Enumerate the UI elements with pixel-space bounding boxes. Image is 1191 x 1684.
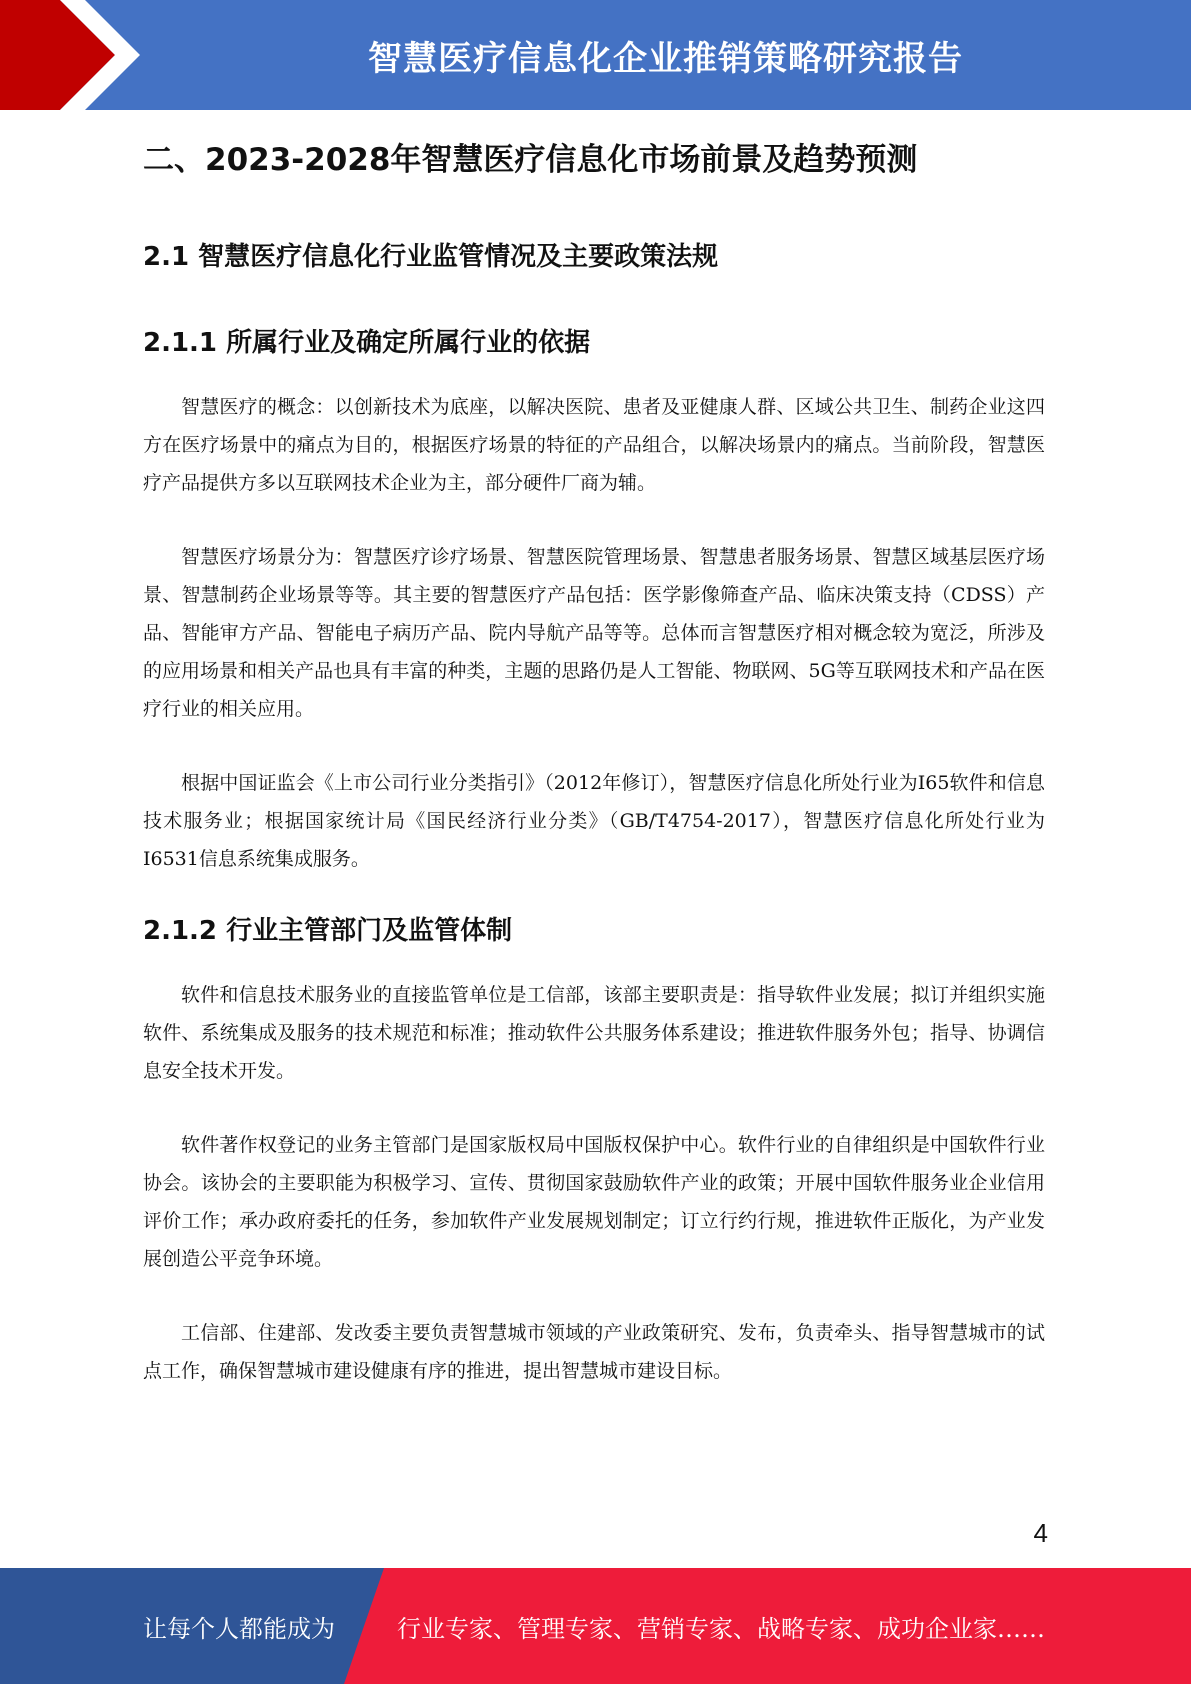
paragraph-industry-classification: 根据中国证监会《上市公司行业分类指引》（2012年修订），智慧医疗信息化所处行业为I65软件和信息技术服务业；根据国家统计局《国民经济行业分类》（GB/T4754-2017），智慧医疗信息化所处行业为I6531信息系统集成服务。	[143, 772, 1045, 870]
paragraph-smart-healthcare-concept: 智慧医疗的概念：以创新技术为底座，以解决医院、患者及亚健康人群、区域公共卫生、制药企业这四方在医疗场景中的痛点为目的，根据医疗场景的特征的产品组合，以解决场景内的痛点。当前阶段，智慧医疗产品提供方多以互联网技术企业为主，部分硬件厂商为辅。	[143, 396, 1045, 494]
page-header-band	[0, 0, 1191, 110]
report-title: 智慧医疗信息化企业推销策略研究报告	[368, 38, 963, 79]
footer-slogan-left: 让每个人都能成为	[143, 1614, 335, 1643]
paragraph-smart-healthcare-scenarios: 智慧医疗场景分为：智慧医疗诊疗场景、智慧医院管理场景、智慧患者服务场景、智慧区域基层医疗场景、智慧制药企业场景等等。其主要的智慧医疗产品包括：医学影像筛查产品、临床决策支持（CDSS）产品、智能审方产品、智能电子病历产品、院内导航产品等等。总体而言智慧医疗相对概念较为宽泛，所涉及的应用场景和相关产品也具有丰富的种类，主题的思路仍是人工智能、物联网、5G等互联网技术和产品在医疗行业的相关应用。	[143, 546, 1045, 720]
page-footer-band	[0, 1568, 1191, 1684]
header-chevron-decoration	[0, 0, 160, 110]
page-content	[143, 140, 1045, 1426]
subsection-title-industry-classification: 2.1.1 所属行业及确定所属行业的依据	[143, 328, 591, 358]
paragraph-copyright-and-association: 软件著作权登记的业务主管部门是国家版权局中国版权保护中心。软件行业的自律组织是中国软件行业协会。该协会的主要职能为积极学习、宣传、贯彻国家鼓励软件产业的政策；开展中国软件服务业企业信用评价工作；承办政府委托的任务，参加软件产业发展规划制定；订立行约行规，推进软件正版化，为产业发展创造公平竞争环境。	[143, 1134, 1045, 1270]
section-title: 2.1 智慧医疗信息化行业监管情况及主要政策法规	[143, 242, 719, 272]
subsection-title-regulatory-system: 2.1.2 行业主管部门及监管体制	[143, 916, 513, 946]
page-number: 4	[1033, 1518, 1048, 1548]
paragraph-miit-supervision: 软件和信息技术服务业的直接监管单位是工信部，该部主要职责是：指导软件业发展；拟订并组织实施软件、系统集成及服务的技术规范和标准；推动软件公共服务体系建设；推进软件服务外包；指导、协调信息安全技术开发。	[143, 984, 1045, 1082]
chapter-title: 二、2023-2028年智慧医疗信息化市场前景及趋势预测	[143, 142, 918, 178]
paragraph-smart-city-policy: 工信部、住建部、发改委主要负责智慧城市领域的产业政策研究、发布，负责牵头、指导智慧城市的试点工作，确保智慧城市建设健康有序的推进，提出智慧城市建设目标。	[143, 1322, 1045, 1382]
footer-slogan-right: 行业专家、管理专家、营销专家、战略专家、成功企业家……	[397, 1614, 1045, 1643]
